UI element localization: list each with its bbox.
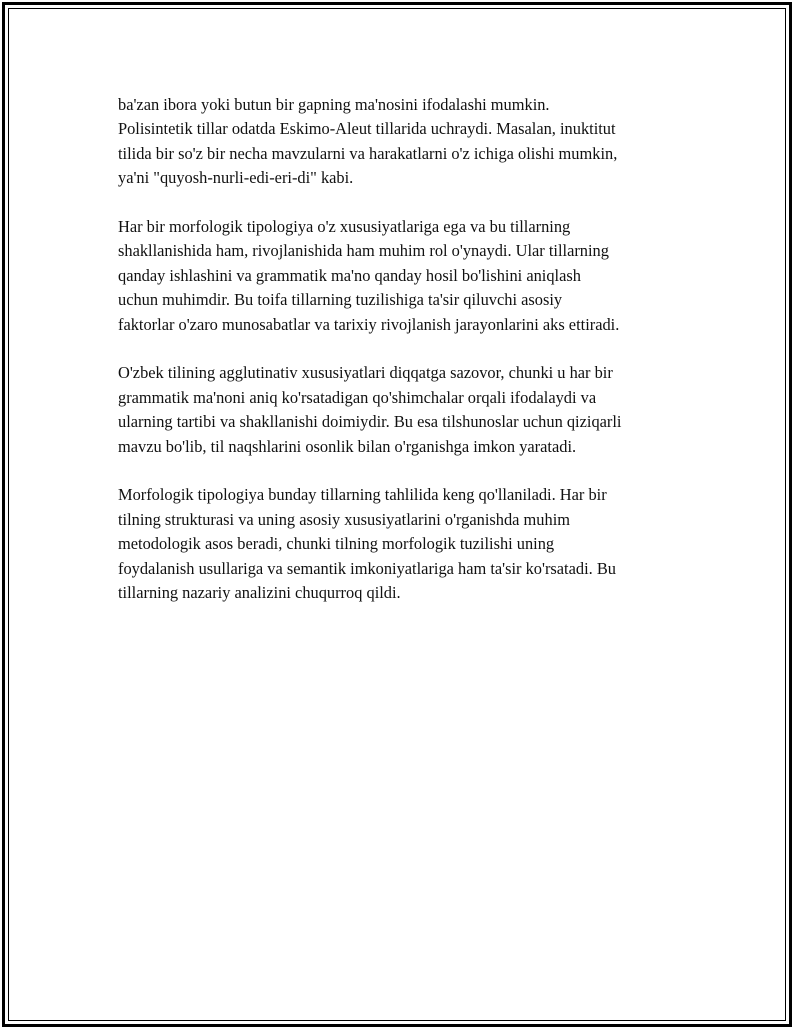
paragraph: O'zbek tilining agglutinativ xususiyatlari diqqatga sazovor, chunki u har bir grammatik ma'noni aniq ko'rsatadigan qo'shimchalar orqali ifodalaydi va ularning tartibi va shakllanishi doimiydir. Bu esa tilshunoslar uchun qiziqarli mavzu bo'lib, til naqshlarini osonlik bilan o'rganishga imkon yaratadi. (118, 363, 622, 456)
paragraph: ba'zan ibora yoki butun bir gapning ma'nosini ifodalashi mumkin. Polisintetik tillar odatda Eskimo-Aleut tillarida uchraydi. Masalan, inuktitut tilida bir so'z bir necha mavzularni va harakatlarni o'z ichiga olishi mumkin, ya'ni "quyosh-nurli-edi-eri-di" kabi. (118, 95, 618, 188)
paragraph: Har bir morfologik tipologiya o'z xususiyatlariga ega va bu tillarning shakllanishida ham, rivojlanishida ham muhim rol o'ynaydi. Ular tillarning qanday ishlashini va grammatik ma'no qanday hosil bo'lishini aniqlash uchun muhimdir. Bu toifa tillarning tuzilishiga ta'sir qiluvchi asosiy faktorlar o'zaro munosabatlar va tarixiy rivojlanish jarayonlarini aks ettiradi. (118, 217, 620, 334)
paragraph: Morfologik tipologiya bunday tillarning tahlilida keng qo'llaniladi. Har bir tilning strukturasi va uning asosiy xususiyatlarini o'rganishda muhim metodologik asos beradi, chunki tilning morfologik tuzilishi uning foydalanish usullariga va semantik imkoniyatlariga ham ta'sir ko'rsatadi. Bu tillarning nazariy analizini chuqurroq qildi. (118, 485, 616, 603)
document-body (118, 93, 703, 630)
